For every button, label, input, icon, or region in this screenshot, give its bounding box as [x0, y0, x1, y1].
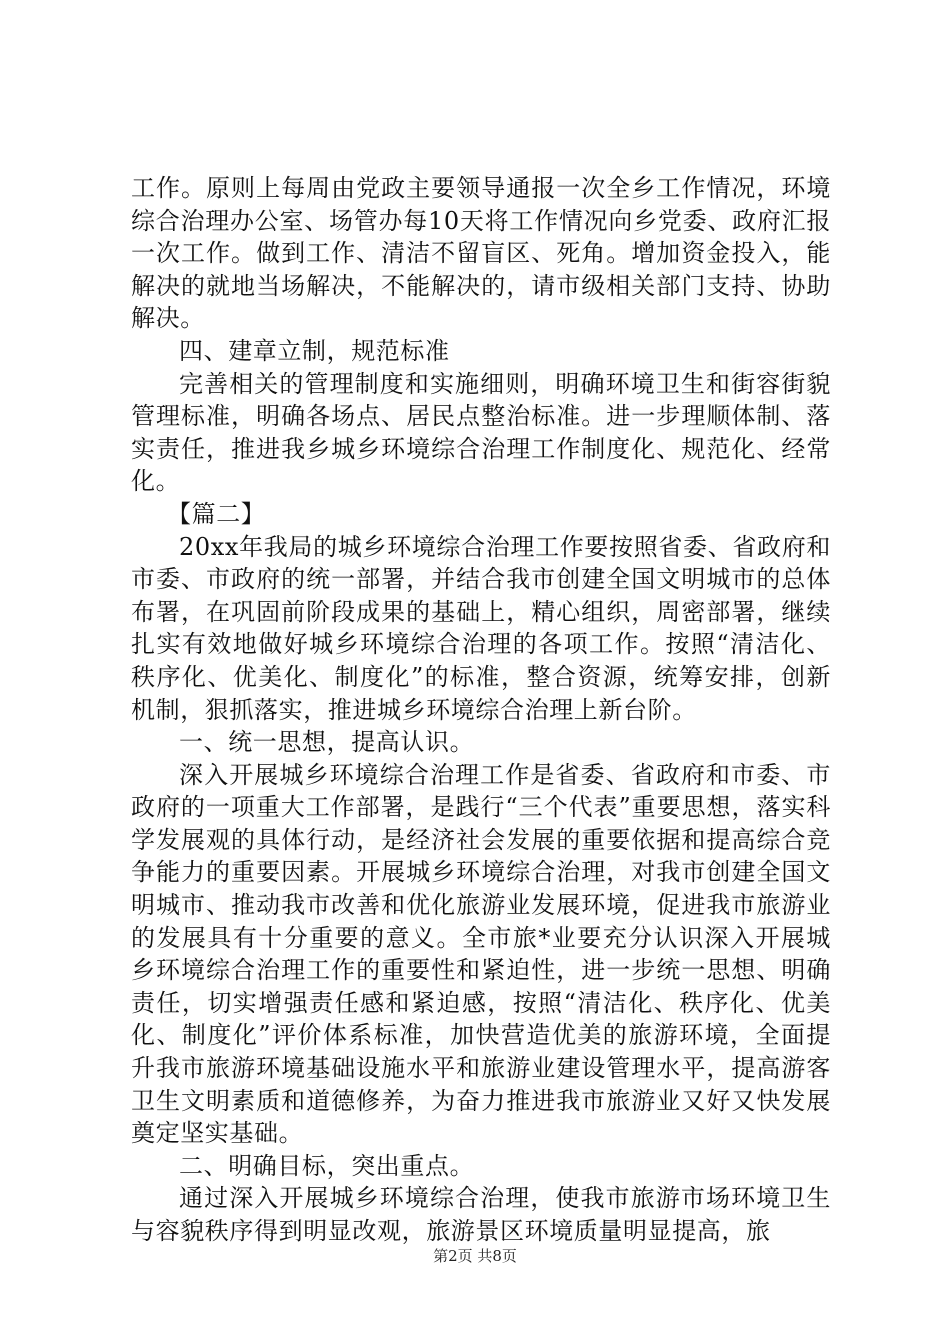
- paragraph: 深入开展城乡环境综合治理工作是省委、省政府和市委、市政府的一项重大工作部署，是践行“三个代表”重要思想，落实科学发展观的具体行动，是经济社会发展的重要依据和提高综合竞争能力的重要因素。开展城乡环境综合治理，对我市创建全国文明城市、推动我市改善和优化旅游业发展环境，促进我市旅游业的发展具有十分重要的意义。全市旅*业要充分认识深入开展城乡环境综合治理工作的重要性和紧迫性，进一步统一思想、明确责任，切实增强责任感和紧迫感，按照“清洁化、秩序化、优美化、制度化”评价体系标准，加快营造优美的旅游环境，全面提升我市旅游环境基础设施水平和旅游业建设管理水平，提高游客卫生文明素质和道德修养，为奋力推进我市旅游业又好又快发展奠定坚实基础。: [131, 760, 831, 1148]
- page-number-footer: 第2页 共8页: [433, 1247, 517, 1265]
- paragraph: 20xx年我局的城乡环境综合治理工作要按照省委、省政府和市委、市政府的统一部署，并结合我市创建全国文明城市的总体布署，在巩固前阶段成果的基础上，精心组织，周密部署，继续扎实有效地做好城乡环境综合治理的各项工作。按照“清洁化、秩序化、优美化、制度化”的标准，整合资源，统筹安排，创新机制，狠抓落实，推进城乡环境综合治理上新台阶。: [131, 532, 831, 724]
- paragraph: 工作。原则上每周由党政主要领导通报一次全乡工作情况，环境综合治理办公室、场管办每10天将工作情况向乡党委、政府汇报一次工作。做到工作、清洁不留盲区、死角。增加资金投入，能解决的就地当场解决，不能解决的，请市级相关部门支持、协助解决。: [131, 174, 831, 333]
- section-tag: 【篇二】: [167, 499, 266, 528]
- section-heading: 四、建章立制，规范标准: [179, 336, 450, 365]
- paragraph: 完善相关的管理制度和实施细则，明确环境卫生和街容街貌管理标准，明确各场点、居民点整治标准。进一步理顺体制、落实责任，推进我乡城乡环境综合治理工作制度化、规范化、经常化。: [131, 369, 831, 496]
- section-heading: 二、明确目标，突出重点。: [179, 1151, 475, 1180]
- paragraph: 通过深入开展城乡环境综合治理，使我市旅游市场环境卫生与容貌秩序得到明显改观，旅游景区环境质量明显提高，旅: [131, 1184, 831, 1245]
- section-heading: 一、统一思想，提高认识。: [179, 728, 475, 757]
- document-body: [131, 172, 831, 1248]
